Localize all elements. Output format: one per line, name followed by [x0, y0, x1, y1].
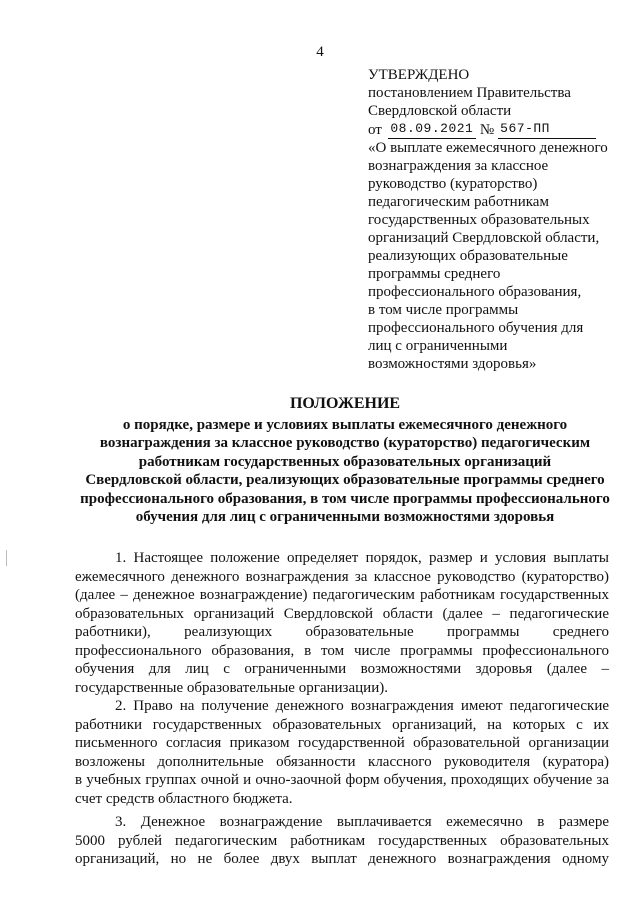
- paragraph-line: 2. Право на получение денежного вознаграждения имеют педагогические: [115, 698, 609, 714]
- subject-line: профессионального обучения для: [368, 320, 584, 336]
- paragraph-line: обучения для лиц с ограниченными возможностями здоровья (далее –: [75, 661, 609, 677]
- subject-line: «О выплате ежемесячного денежного: [368, 140, 608, 156]
- subject-line: государственных образовательных: [368, 212, 590, 228]
- from-label: от: [368, 122, 382, 138]
- subject-line: организаций Свердловской области,: [368, 230, 600, 246]
- subject-line: реализующих образовательные: [368, 248, 568, 264]
- subject-line: возможностями здоровья»: [368, 356, 537, 372]
- paragraph-line: счет средств областного бюджета.: [75, 790, 293, 807]
- paragraph-line: 3. Денежное вознаграждение выплачивается ежемесячно в размере: [115, 814, 609, 830]
- paragraph-line: организаций, но не более двух выплат денежного вознаграждения одному: [75, 851, 609, 867]
- subject-line: профессионального образования,: [368, 284, 582, 300]
- subtitle-line: обучения для лиц с ограниченными возможностями здоровья: [135, 509, 555, 525]
- paragraph-line: письменного согласия приказом государственной образовательной организации: [75, 735, 609, 751]
- subtitle-line: Свердловской области, реализующих образовательные программы среднего: [85, 472, 605, 488]
- resolution-date: 08.09.2021: [388, 120, 476, 139]
- approval-title: УТВЕРЖДЕНО: [368, 67, 470, 83]
- paragraph-line: работники), реализующих образовательные программы среднего: [75, 624, 609, 640]
- paragraph-line: (далее – денежное вознаграждение) педагогическим работникам государственных: [75, 587, 609, 603]
- paragraph-3: [75, 813, 609, 869]
- resolution-reference: [368, 120, 630, 139]
- subject-line: в том числе программы: [368, 302, 519, 318]
- subject-line: лиц с ограниченными: [368, 338, 508, 354]
- underline-tail: [574, 124, 596, 139]
- subtitle-line: профессионального образования, в том числе программы профессионального: [80, 490, 610, 507]
- subtitle-line: работникам государственных образовательных организаций: [138, 453, 552, 470]
- paragraph-line: возложены дополнительные обязанности классного руководителя (куратора): [75, 753, 609, 770]
- approval-line-2: Свердловской области: [368, 103, 512, 119]
- paragraph-line: 5000 рублей педагогическим работникам государственных образовательных: [75, 832, 609, 849]
- approval-block: [368, 66, 630, 373]
- paragraph-1: [75, 549, 609, 697]
- subtitle-line: о порядке, размере и условиях выплаты ежемесячного денежного: [122, 416, 568, 433]
- subtitle-line: вознаграждения за классное руководство (кураторство) педагогическим: [99, 435, 591, 451]
- page-number: 4: [316, 44, 324, 60]
- subject-line: программы среднего: [368, 266, 501, 282]
- paragraph-line: в учебных группах очной и очно-заочной форм обучения, проходящих обучение за: [75, 772, 609, 788]
- document-heading: [60, 395, 630, 527]
- paragraph-line: профессионального образования, в том числе программы профессионального: [75, 642, 609, 659]
- paragraph-line: работники государственных образовательных организаций, на которых с их: [75, 716, 609, 733]
- document-title: ПОЛОЖЕНИЕ: [289, 395, 401, 412]
- paragraph-2: [75, 697, 609, 808]
- margin-mark: [6, 550, 7, 566]
- paragraph-line: ежемесячного денежного вознаграждения за классное руководство (кураторство): [75, 568, 609, 585]
- approval-line-1: постановлением Правительства: [368, 85, 571, 101]
- subject-line: вознаграждения за классное: [368, 158, 549, 174]
- paragraph-line: 1. Настоящее положение определяет порядок, размер и условия выплаты: [115, 550, 609, 566]
- resolution-number: 567-ПП: [498, 120, 574, 139]
- subject-line: педагогическим работникам: [368, 194, 549, 210]
- subject-line: руководство (кураторство): [368, 176, 538, 192]
- number-sign: №: [479, 122, 495, 138]
- paragraph-line: образовательных организаций Свердловской области (далее – педагогические: [75, 605, 609, 622]
- document-body: [75, 549, 609, 869]
- paragraph-line: государственные образовательные организации).: [75, 679, 388, 696]
- approval-subject: [368, 139, 630, 373]
